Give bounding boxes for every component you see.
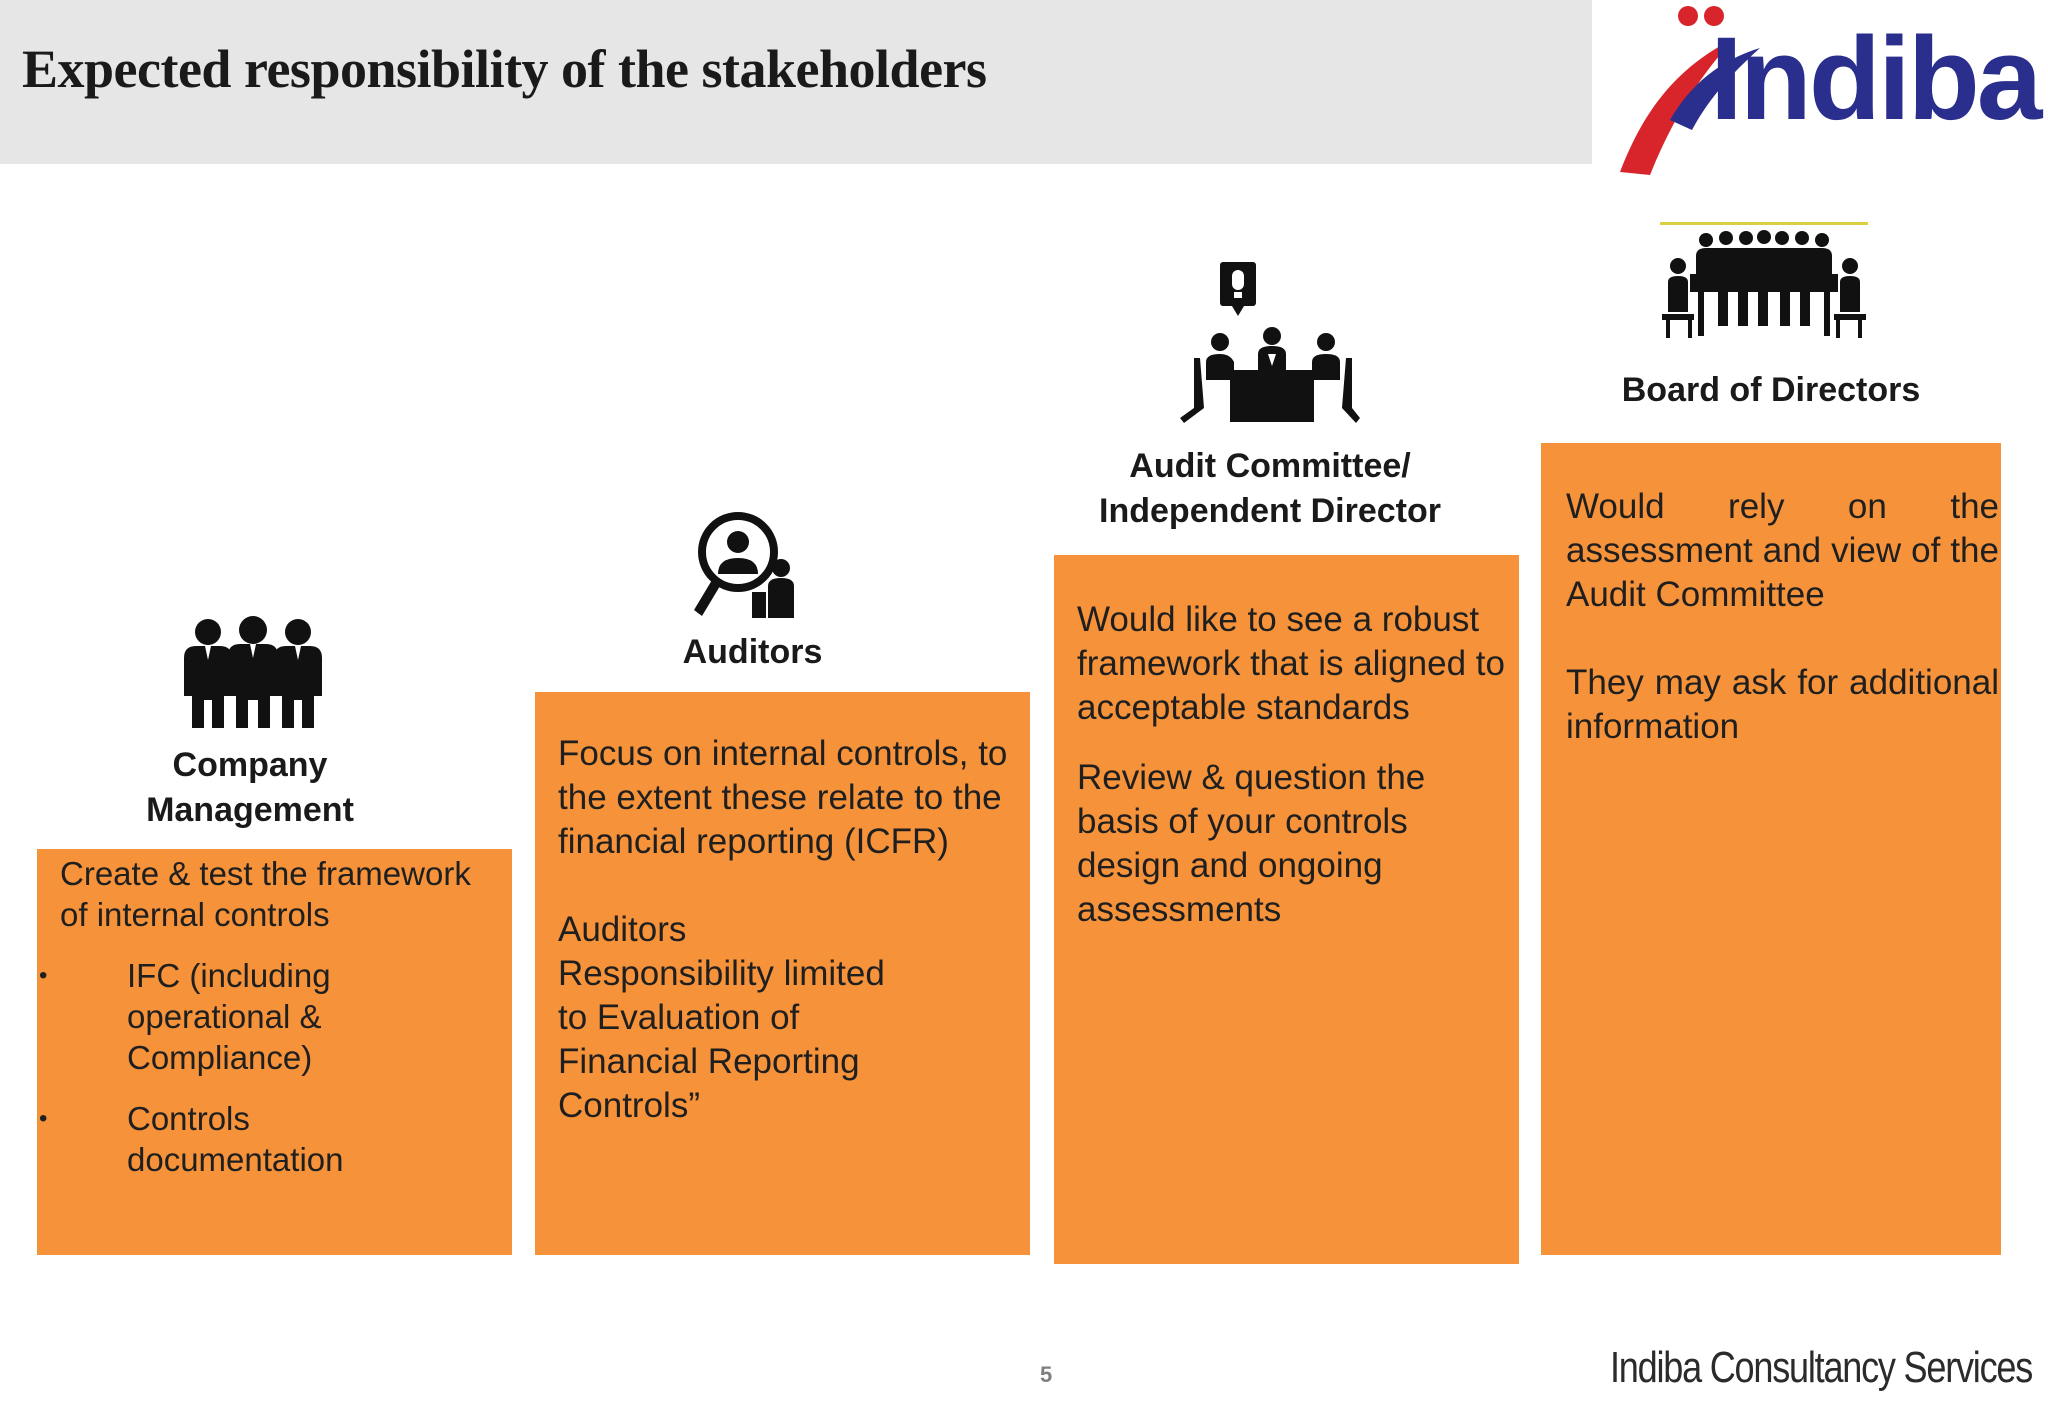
audit-committee-paragraph: Would like to see a robust framework that is aligned to acceptable standards [1077, 600, 1505, 727]
page-title: Expected responsibility of the stakeholders [22, 39, 987, 99]
board-paragraph: Would rely on the assessment and view of the Audit Committee [1566, 487, 1999, 614]
audit-committee-heading: Audit Committee/ Independent Director [1099, 447, 1441, 530]
magnifier-person-icon [688, 508, 798, 623]
audit-committee-box [1054, 555, 1519, 1264]
bullet-icon: • [39, 1105, 48, 1132]
footer-company-name: Indiba Consultancy Services [1610, 1343, 2033, 1392]
bullet-icon: • [39, 962, 48, 989]
audit-committee-paragraph: Review & question the basis of your controls design and ongoing assessments [1077, 758, 1426, 929]
board-paragraph: They may ask for additional information [1566, 663, 1999, 746]
board-of-directors-box [1541, 443, 2001, 1255]
company-management-box [37, 849, 512, 1255]
bullet-text: IFC (including operational & Compliance) [127, 957, 331, 1076]
company-management-intro: Create & test the framework of internal controls [60, 855, 471, 933]
auditors-paragraph: Auditors Responsibility limited to Evaluation of Financial Reporting Controls” [558, 910, 885, 1125]
page-number: 5 [1040, 1362, 1053, 1387]
boardroom-meeting-icon [1658, 222, 1870, 347]
bullet-item [37, 1098, 469, 1180]
auditors-box [535, 692, 1030, 1255]
meeting-table-idea-icon [1180, 258, 1360, 428]
title-bar [0, 0, 1592, 164]
indiba-logo [1600, 0, 2040, 180]
auditors-heading: Auditors [682, 633, 823, 671]
logo-wordmark: Indiba [1710, 13, 2040, 145]
board-of-directors-heading: Board of Directors [1621, 371, 1921, 409]
bullet-item [37, 955, 469, 1078]
auditors-paragraph: Focus on internal controls, to the extent these relate to the financial reporting (ICFR) [558, 734, 1008, 861]
bullet-text: Controls documentation [127, 1100, 344, 1178]
three-businessmen-icon [176, 616, 330, 733]
company-management-heading: Company Management [146, 746, 354, 829]
